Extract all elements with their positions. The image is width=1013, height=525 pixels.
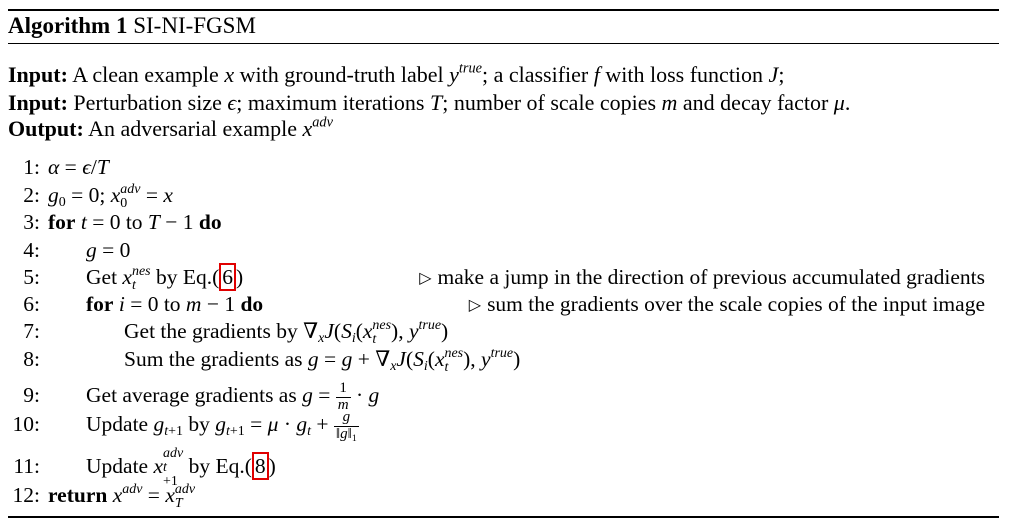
input-line-1: Input: A clean example x with ground-truth label $y^{true}$; a classifier f with loss function J; [8, 60, 785, 87]
output-line: Output: An adversarial example $x^{adv}$ [8, 114, 333, 141]
algorithm-name: SI-NI-FGSM [133, 13, 256, 38]
algo-line-11: 11: Update x adv t +1 by Eq.( 8 ) [13, 446, 276, 489]
algo-line-8: 8: Sum the gradients as $g = g + \nabla_xJ(S_i(x$ nes t ), $y^{true}$) [23, 345, 521, 376]
algo-line-7: 7: Get the gradients by $\nabla_xJ(S_i(x$ nes t ), $y^{true}$) [23, 317, 449, 348]
algo-line-9: 9: Get average gradients as g = $\frac{1}{m}$ · g [23, 380, 380, 413]
title-rule [8, 43, 999, 44]
algo-line-4: 4: g = 0 [23, 238, 131, 262]
top-rule [8, 9, 999, 11]
algo-line-5: 5: Get x nes t by Eq.( 6 ) ▷ make a jump in the direction of previous accumulated gradients [23, 264, 985, 294]
eq-6-reference[interactable]: 6 [219, 263, 236, 291]
algo-line-3: 3: for t = 0 to T − 1 do [23, 210, 222, 234]
comment-sum-gradients: ▷ sum the gradients over the scale copies of the input image [468, 292, 985, 316]
input-line-2: Input: Perturbation size ϵ; maximum iterations T; number of scale copies m and decay factor μ. [8, 90, 851, 115]
eq-8-reference[interactable]: 8 [252, 452, 269, 480]
algo-line-1: 1: α = ϵ/T [23, 155, 109, 179]
algo-line-2: 2: $g_0 = 0$; x adv 0 = x [23, 182, 173, 212]
algo-line-10: 10: Update $g_{t+1}$ by $g_{t+1} = \mu \cdot g_t$ + $\frac{g}{‖g‖_1}$ [12, 409, 357, 444]
algorithm-title [8, 12, 256, 40]
algorithm-label: Algorithm 1 [8, 13, 128, 38]
algo-line-12: 12: return $x^{adv} = x$ adv T [12, 481, 196, 512]
bottom-rule [8, 516, 999, 518]
comment-jump: ▷ make a jump in the direction of previous accumulated gradients [419, 265, 985, 289]
algo-line-6: 6: for i = 0 to m − 1 do ▷ sum the gradients over the scale copies of the input image [8, 291, 999, 317]
